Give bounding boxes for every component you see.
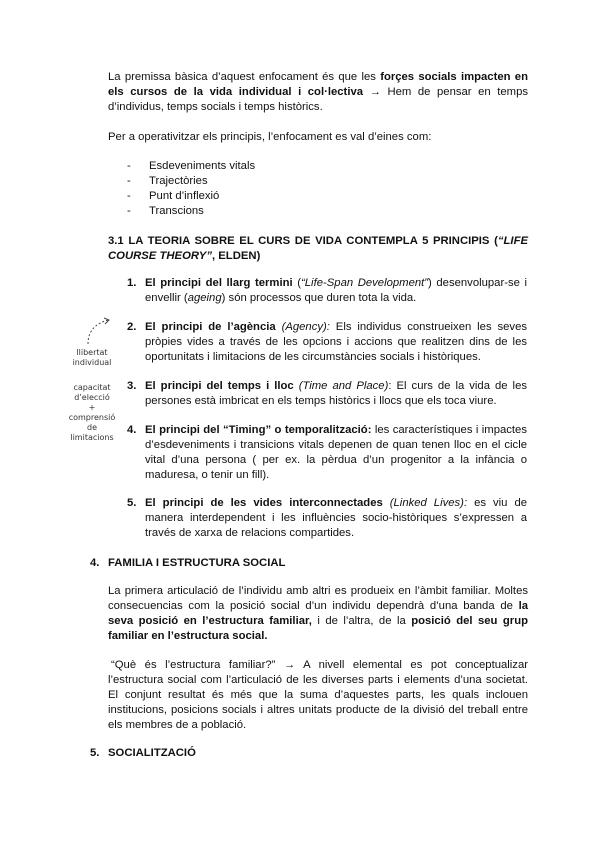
principle-title: El principi del llarg termini bbox=[145, 277, 293, 289]
principle-rest: : El curs de la vida de les persones està imbricat en els temps històrics i llocs que els toca viure. bbox=[145, 380, 528, 407]
tools-intro-text: Per a operativitzar els principis, l’enfocament es val d’eines com: bbox=[108, 131, 432, 143]
principle-rest: les característiques i impactes d’esdeveniments i transicions vitals depenen de quan tenen lloc en el cicle vital d’una persona ( per ex. la pèrdua d’un progenitor a la infància o maduresa, o tenir un fill). bbox=[145, 424, 527, 481]
note-line: comprensió bbox=[68, 413, 116, 422]
intro-bold: forçes socials impacten en els cursos de la vida individual i col·lectiva bbox=[108, 71, 528, 98]
principle-number: 2. bbox=[127, 321, 137, 333]
principle-title: El principi del “Timing” o temporalització: bbox=[145, 424, 372, 436]
s4-text-c: i de l’altra, de la bbox=[311, 615, 412, 627]
principle-rest: es viu de manera interdependent i les influències socio-històriques s’expressen a través de xarxa de relacions compartides. bbox=[145, 497, 528, 539]
principle-tag: “Life-Span Development” bbox=[301, 277, 429, 289]
handwritten-note-top bbox=[64, 348, 120, 368]
principle-title: El principi del temps i lloc bbox=[145, 380, 294, 392]
principle-rest: ) són processos que duren tota la vida. bbox=[221, 292, 417, 304]
handwritten-note-bottom bbox=[64, 383, 120, 443]
note-line: llibertat bbox=[76, 348, 108, 357]
principle-5 bbox=[127, 496, 527, 541]
note-line: limitacions bbox=[70, 433, 114, 442]
principle-pre: ( bbox=[292, 277, 302, 289]
principle-2 bbox=[127, 320, 527, 365]
s4-bold-b: la seva posició en l’estructura familiar, bbox=[108, 600, 528, 627]
principle-3 bbox=[127, 379, 527, 409]
note-line: + bbox=[88, 403, 96, 412]
note-line: capacitat bbox=[73, 383, 111, 392]
note-line: de bbox=[87, 423, 97, 432]
intro-text-c: → Hem de pensar en temps d’individus, temps socials i temps històrics. bbox=[108, 86, 529, 113]
principle-pre bbox=[383, 497, 390, 509]
principle-number: 4. bbox=[127, 424, 137, 436]
principle-number: 3. bbox=[127, 380, 137, 392]
principle-rest: Els individus construeixen les seves pròpies vides a través de les opcions i accions que realitzen dins de les oportunitats i limitacions de les circumstàncies socials i històriques. bbox=[145, 321, 527, 363]
tools-intro bbox=[108, 130, 528, 145]
heading-text-b: “LIFE COURSE THEORY” bbox=[108, 235, 528, 262]
principle-title: El principi de l’agència bbox=[145, 321, 276, 333]
principle-title: El principi de les vides interconnectades bbox=[145, 497, 383, 509]
intro-paragraph bbox=[108, 70, 528, 115]
principle-1 bbox=[127, 276, 527, 306]
heading-text-a: 3.1 LA TEORIA SOBRE EL CURS DE VIDA CONTEMPLA 5 PRINCIPIS ( bbox=[108, 235, 498, 247]
principle-tag: (Time and Place) bbox=[298, 380, 389, 392]
principle-tag2: ageing bbox=[187, 292, 222, 304]
list-item: - Punt d’inflexió bbox=[127, 189, 427, 204]
section-3-1-heading bbox=[108, 234, 528, 264]
intro-text-a: La premissa bàsica d’aquest enfocament és que les bbox=[108, 71, 381, 83]
section-5-number: 5. bbox=[90, 747, 100, 759]
section-4-title: FAMILIA I ESTRUCTURA SOCIAL bbox=[108, 557, 286, 569]
heading-text-c: , ELDEN) bbox=[212, 250, 261, 262]
principle-tag: (Linked Lives): bbox=[389, 497, 468, 509]
principle-4 bbox=[127, 423, 527, 483]
section-4-paragraph-2 bbox=[108, 658, 528, 733]
s4-text-a: La primera articulació de l’individu amb altri es produeix en l’àmbit familiar. Moltes consecuencias com la posició social d’un individu dependrà d’una banda de bbox=[108, 585, 528, 612]
principle-number: 1. bbox=[127, 277, 137, 289]
section-5-title: SOCIALITZACIÓ bbox=[108, 747, 196, 759]
principle-post: ) desenvolupar-se i envellir ( bbox=[145, 277, 528, 304]
handwritten-arrow-icon bbox=[84, 316, 114, 346]
principle-number: 5. bbox=[127, 497, 137, 509]
note-line: individual bbox=[72, 358, 112, 367]
s4-text-p2: “Què és l’estructura familiar?” → A nivell elemental es pot conceptualizar l’estructura social com l’articulació de les diverses parts i elements d’una societat. El conjunt resultat és més que la suma d’aquestes parts, les quals inclouen institucions, posicions socials i altres unitats producte de la divisió del treball entre els membres de a població. bbox=[108, 659, 528, 731]
note-line: d’elecció bbox=[74, 393, 110, 402]
list-item: - Trajectòries bbox=[127, 174, 427, 189]
s4-bold-d: posició del seu grup familiar en l’estructura social. bbox=[108, 615, 528, 642]
list-item: - Transcions bbox=[127, 204, 427, 219]
list-item: - Esdeveniments vitals bbox=[127, 159, 427, 174]
tools-list bbox=[127, 159, 427, 219]
section-4-number: 4. bbox=[90, 557, 100, 569]
section-4-paragraph-1 bbox=[108, 584, 528, 644]
principle-tag: (Agency): bbox=[281, 321, 330, 333]
